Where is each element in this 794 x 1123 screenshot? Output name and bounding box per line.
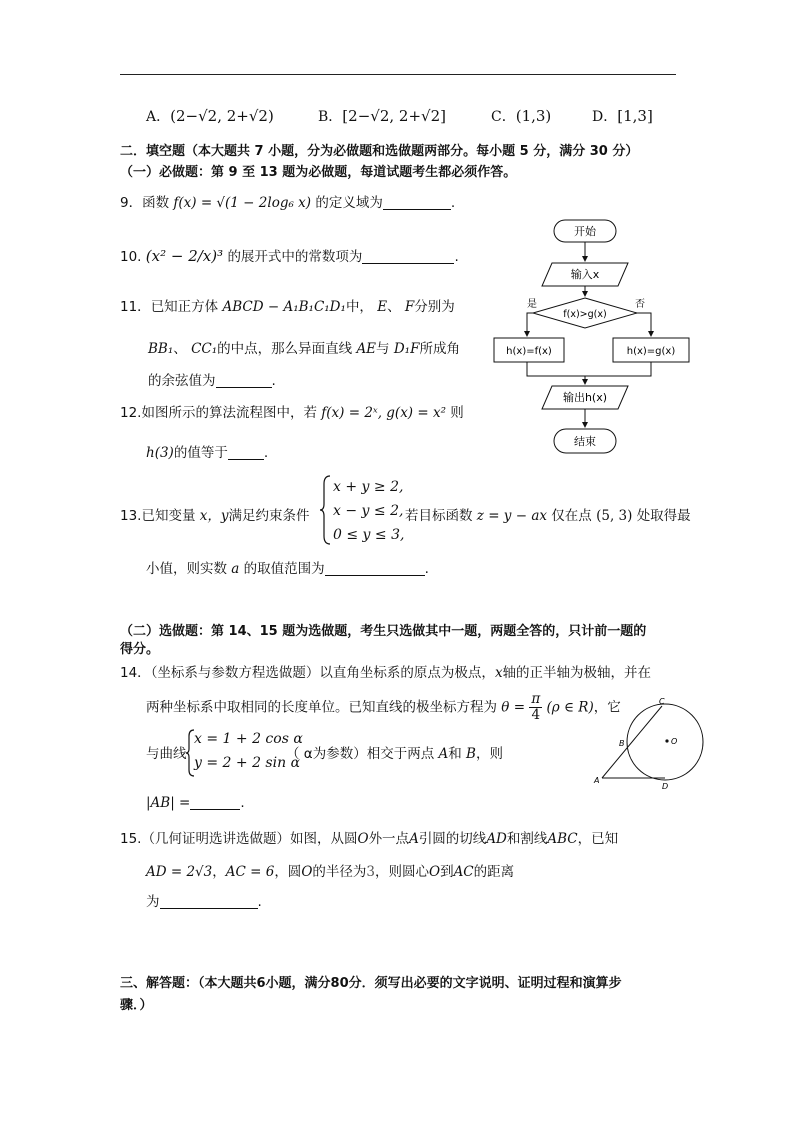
q13-constraint-2: x − y ≤ 2,: [333, 503, 404, 519]
question-15-line1: [120, 827, 618, 847]
geometry-secant: [602, 706, 662, 778]
q13-vars: x，y: [199, 508, 229, 524]
q11-end: .: [271, 373, 276, 389]
q14-answer-blank[interactable]: [190, 795, 240, 810]
question-12-line2: [146, 441, 268, 461]
q15-o2: O: [301, 864, 313, 880]
question-11-line1: [120, 295, 455, 315]
choice-a-label: A．: [146, 109, 171, 125]
section2-title: 二．填空题（本大题共 7 小题，分为必做题和选做题两部分。每小题 5 分，满分 30 分）: [120, 144, 639, 159]
flow-decision-label: f(x)>g(x): [563, 309, 607, 320]
q15-a1: A: [409, 831, 419, 847]
q13-line2-post: 的取值范围为: [243, 561, 325, 577]
q12-answer-blank[interactable]: [228, 445, 264, 460]
q11-cc1: CC₁: [191, 341, 218, 357]
q9-post: 的定义域为: [315, 195, 383, 211]
q14-four: 4: [531, 707, 541, 723]
q13-pre: 已知变量: [141, 508, 196, 524]
choice-a-expr: (2−√2, 2+√2): [170, 107, 274, 125]
question-9: [120, 191, 455, 211]
choice-b: [318, 106, 446, 126]
q15-o3: O: [428, 864, 441, 880]
question-14-line2: [146, 692, 621, 723]
q13-point: (5, 3): [596, 508, 633, 524]
q13-answer-blank[interactable]: [325, 561, 425, 576]
question-15-line2: [146, 860, 514, 880]
flowchart: [490, 210, 700, 460]
question-11-line3: [148, 369, 276, 389]
question-14-line3: [286, 742, 503, 762]
section2-part1: （一）必做题：第 9 至 13 题为必做题，每道试题考生都必须作答。: [120, 165, 517, 180]
section3-line1: 三、解答题：（本大题共6小题，满分80分．须写出必要的文字说明、证明过程和演算步: [120, 976, 622, 991]
q11-bb1: BB₁: [148, 341, 174, 357]
flow-end-label: 结束: [574, 435, 596, 448]
q15-mid3: 和割线: [506, 831, 548, 847]
q15-sep: ，: [212, 864, 226, 880]
q12-functions: f(x) = 2ˣ, g(x) = x²: [321, 405, 446, 421]
q11-pre: 已知正方体: [150, 299, 219, 315]
q14-pre: （坐标系与参数方程选做题）以直角坐标系的原点为极点，: [150, 665, 495, 681]
header-rule: [120, 74, 676, 75]
q10-num: 10.: [120, 249, 142, 265]
q14-param: （ α为参数）相交于两点: [286, 746, 435, 762]
q14-fraction: [529, 692, 542, 723]
question-12-line1: [120, 401, 464, 421]
q15-answer-blank[interactable]: [160, 894, 258, 909]
flow-right-label: h(x)=g(x): [626, 346, 676, 357]
question-14-line4: [146, 795, 245, 811]
q12-pre: 如图所示的算法流程图中，若: [141, 405, 317, 421]
q15-pre: （几何证明选讲选做题）如图，从圆: [141, 831, 358, 847]
q15-mid1: 外一点: [368, 831, 410, 847]
q13-brace: [320, 474, 332, 546]
q13-post2: 仅在点: [551, 508, 592, 524]
flow-input-label: 输入x: [570, 268, 600, 281]
choice-d-expr: [1,3]: [617, 107, 653, 125]
choice-b-expr: [2−√2, 2+√2]: [342, 107, 446, 125]
q14-pi: π: [531, 691, 541, 707]
q11-ae: AE: [356, 341, 377, 357]
q13-num: 13.: [120, 508, 142, 524]
q14-point-a: A: [438, 746, 449, 762]
q13-objective: z = y − ax: [476, 508, 547, 524]
q15-post: ，已知: [577, 831, 619, 847]
q12-post: 则: [450, 405, 464, 421]
q15-ac-value: AC = 6: [225, 864, 275, 880]
q13-constraint-1: x + y ≥ 2,: [333, 479, 404, 495]
q13-line2: 小值，则实数: [146, 561, 227, 577]
flow-yes-label: 是: [527, 299, 537, 310]
section3-line2: 骤．）: [120, 998, 153, 1013]
q14-theta: θ =: [501, 699, 526, 716]
q10-post: 的展开式中的常数项为: [227, 249, 363, 265]
q14-x: x: [494, 665, 503, 681]
part2-line2: 得分。: [120, 642, 160, 657]
q15-ac: AC: [453, 864, 474, 880]
q14-post: 轴的正半轴为极轴，并在: [502, 665, 652, 681]
q15-mid2: 引圆的切线: [418, 831, 487, 847]
q15-mid4: ，圆: [274, 864, 302, 880]
question-13-line2: [146, 557, 429, 577]
q13-constraint-3: 0 ≤ y ≤ 3,: [333, 527, 405, 543]
q11-point-e: E: [377, 299, 388, 315]
q15-radius: 3: [366, 864, 375, 880]
q15-ad-value: AD = 2√3: [146, 864, 213, 880]
q15-o1: O: [357, 831, 369, 847]
geometry-label-o: O: [671, 737, 678, 746]
q15-ad: AD: [486, 831, 507, 847]
geometry-circle: [627, 704, 703, 780]
q9-function: f(x) = √(1 − 2log₆ x): [173, 195, 312, 211]
question-13-line1: [120, 504, 310, 524]
q11-d1f: D₁F: [393, 341, 420, 357]
q11-cube: ABCD − A₁B₁C₁D₁: [222, 299, 346, 315]
q14-rho: (ρ ∈ R): [546, 699, 594, 716]
q14-post2: ，它: [593, 699, 621, 716]
q12-h3: h(3): [146, 445, 174, 461]
q15-line3: 为: [146, 894, 160, 910]
flow-no-label: 否: [635, 299, 645, 310]
choice-c-label: C．: [491, 109, 516, 125]
geometry-label-b: B: [619, 739, 625, 748]
q11-point-f: F: [404, 299, 415, 315]
q13-end: .: [424, 561, 429, 577]
q11-answer-blank[interactable]: [216, 373, 272, 388]
q14-eq1: x = 1 + 2 cos α: [194, 731, 303, 747]
choice-a: [146, 106, 274, 126]
q14-ab: |AB| =: [146, 795, 191, 811]
q11-post2: 所成角: [419, 341, 460, 357]
q11-sep: 、: [387, 299, 401, 315]
q12-post2: 的值等于: [173, 445, 228, 461]
q14-and: 和: [448, 746, 462, 762]
choice-b-label: B．: [318, 109, 343, 125]
choice-c: [491, 106, 551, 126]
q15-post2: 的距离: [473, 864, 515, 880]
q11-num: 11．: [120, 299, 151, 315]
choice-d-label: D．: [592, 109, 618, 125]
q13-a: a: [231, 561, 240, 577]
q9-pre: 函数: [142, 195, 170, 211]
flow-left-label: h(x)=f(x): [506, 346, 552, 357]
geometry-label-c: C: [659, 697, 665, 706]
question-10: [120, 245, 459, 265]
q11-mid2: 的中点，那么异面直线: [217, 341, 353, 357]
flow-output-label: 输出h(x): [562, 391, 608, 404]
choice-d: [592, 106, 653, 126]
q15-num: 15.: [120, 831, 142, 847]
question-14-line3-pre: 与曲线: [146, 746, 187, 762]
geometry-label-d: D: [662, 782, 669, 791]
question-11-line2: [148, 337, 460, 357]
q13-post3: 处取得最: [636, 508, 691, 524]
q11-post: 分别为: [414, 299, 455, 315]
q11-and: 与: [376, 341, 390, 357]
question-13-line1b: [405, 504, 691, 524]
q15-end: .: [257, 894, 262, 910]
q9-answer-blank[interactable]: [383, 195, 451, 210]
q9-end: .: [450, 195, 456, 211]
q14-point-b: B: [466, 746, 476, 762]
question-15-line3: [146, 890, 262, 910]
flow-start-label: 开始: [574, 225, 596, 238]
q11-line3: 的余弦值为: [148, 373, 216, 389]
q13-post1: 若目标函数: [405, 508, 473, 524]
q15-mid5: 的半径为: [312, 864, 367, 880]
q13-mid: 满足约束条件: [228, 508, 310, 524]
q14-pre2: 两种坐标系中取相同的长度单位。已知直线的极坐标方程为: [146, 699, 497, 716]
q12-end: .: [263, 445, 269, 461]
q12-num: 12.: [120, 405, 142, 421]
question-14-line1: [120, 661, 651, 681]
q14-post3: ，则: [475, 746, 503, 762]
geometry-center-dot: [665, 739, 668, 742]
geometry-figure: [590, 690, 710, 800]
q10-end: .: [454, 249, 459, 265]
q15-mid6: ，则圆心: [374, 864, 429, 880]
q14-num: 14．: [120, 665, 151, 681]
choice-c-expr: (1,3): [515, 107, 552, 125]
q14-eq2: y = 2 + 2 sin α: [194, 755, 301, 771]
q15-abc: ABC: [547, 831, 578, 847]
geometry-label-a: A: [594, 776, 600, 785]
q10-expression: (x² − 2/x)³: [145, 247, 224, 265]
q15-to: 到: [440, 864, 454, 880]
q14-end: .: [240, 795, 245, 811]
part2-line1: （二）选做题：第 14、15 题为选做题，考生只选做其中一题，两题全答的，只计前一题的: [120, 624, 647, 639]
q10-answer-blank[interactable]: [362, 249, 454, 264]
q11-mid: 中，: [345, 299, 373, 315]
q11-sep2: 、: [173, 341, 187, 357]
q9-num: 9．: [120, 195, 143, 211]
